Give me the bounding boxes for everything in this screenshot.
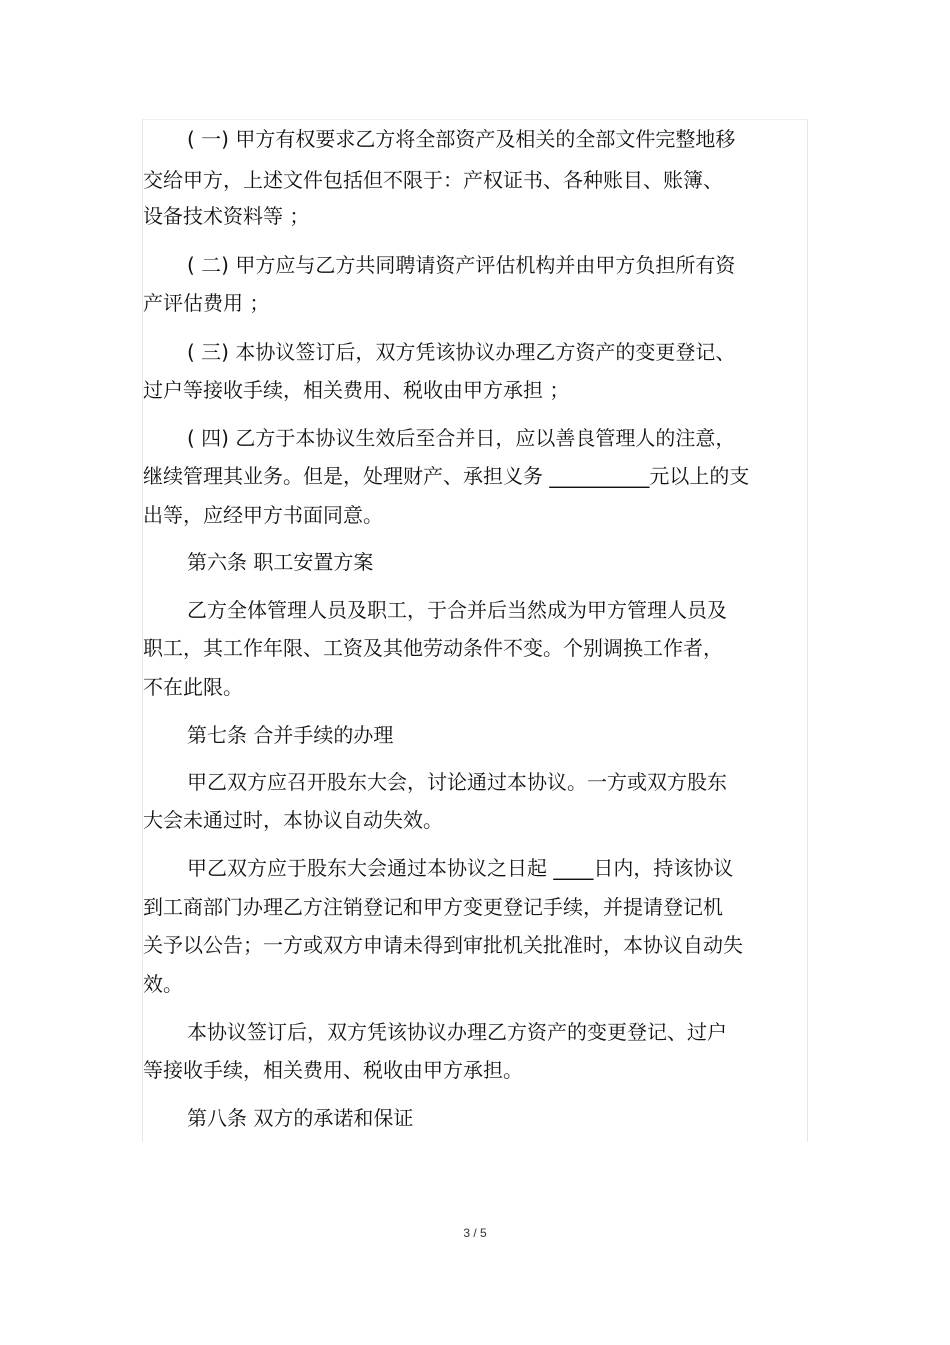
paragraph-line: 等接收手续，相关费用、税收由甲方承担。: [143, 1058, 523, 1082]
paragraph-line: 职工，其工作年限、工资及其他劳动条件不变。个别调换工作者，: [143, 636, 723, 660]
clause-4-line: ( 四) 乙方于本协议生效后至合并日，应以善良管理人的注意，: [187, 426, 736, 450]
clause-1-line: 设备技术资料等 ；: [143, 204, 310, 228]
clause-1-line: 交给甲方，上述文件包括但不限于：产权证书、各种账目、账簿、: [143, 168, 723, 192]
paragraph-line: 大会未通过时，本协议自动失效。: [143, 808, 443, 832]
clause-1-line: ( 一) 甲方有权要求乙方将全部资产及相关的全部文件完整地移: [187, 127, 736, 151]
clause-4-line: 继续管理其业务。但是，处理财产、承担义务 __________元以上的支: [143, 464, 750, 488]
article-heading: 第六条 职工安置方案: [187, 550, 374, 574]
page-number: 3 / 5: [463, 1226, 487, 1240]
article-heading: 第七条 合并手续的办理: [187, 723, 394, 747]
paragraph-line: 关予以公告；一方或双方申请未得到审批机关批准时，本协议自动失: [143, 933, 743, 957]
clause-4-line: 出等，应经甲方书面同意。: [143, 503, 383, 527]
article-heading: 第八条 双方的承诺和保证: [187, 1106, 414, 1130]
clause-3-line: ( 三) 本协议签订后，双方凭该协议办理乙方资产的变更登记、: [187, 340, 736, 364]
paragraph-line: 乙方全体管理人员及职工，于合并后当然成为甲方管理人员及: [187, 598, 727, 622]
paragraph-line: 效。: [143, 972, 183, 996]
paragraph-line: 甲乙双方应召开股东大会，讨论通过本协议。一方或双方股东: [187, 770, 727, 794]
paragraph-line: 到工商部门办理乙方注销登记和甲方变更登记手续，并提请登记机: [143, 895, 723, 919]
paragraph-line: 甲乙双方应于股东大会通过本协议之日起 ____日内，持该协议: [187, 856, 734, 880]
clause-2-line: 产评估费用 ；: [143, 291, 270, 315]
paragraph-line: 本协议签订后，双方凭该协议办理乙方资产的变更登记、过户: [187, 1020, 727, 1044]
paragraph-line: 不在此限。: [143, 675, 243, 699]
clause-3-line: 过户等接收手续，相关费用、税收由甲方承担 ；: [143, 378, 570, 402]
clause-2-line: ( 二) 甲方应与乙方共同聘请资产评估机构并由甲方负担所有资: [187, 253, 736, 277]
